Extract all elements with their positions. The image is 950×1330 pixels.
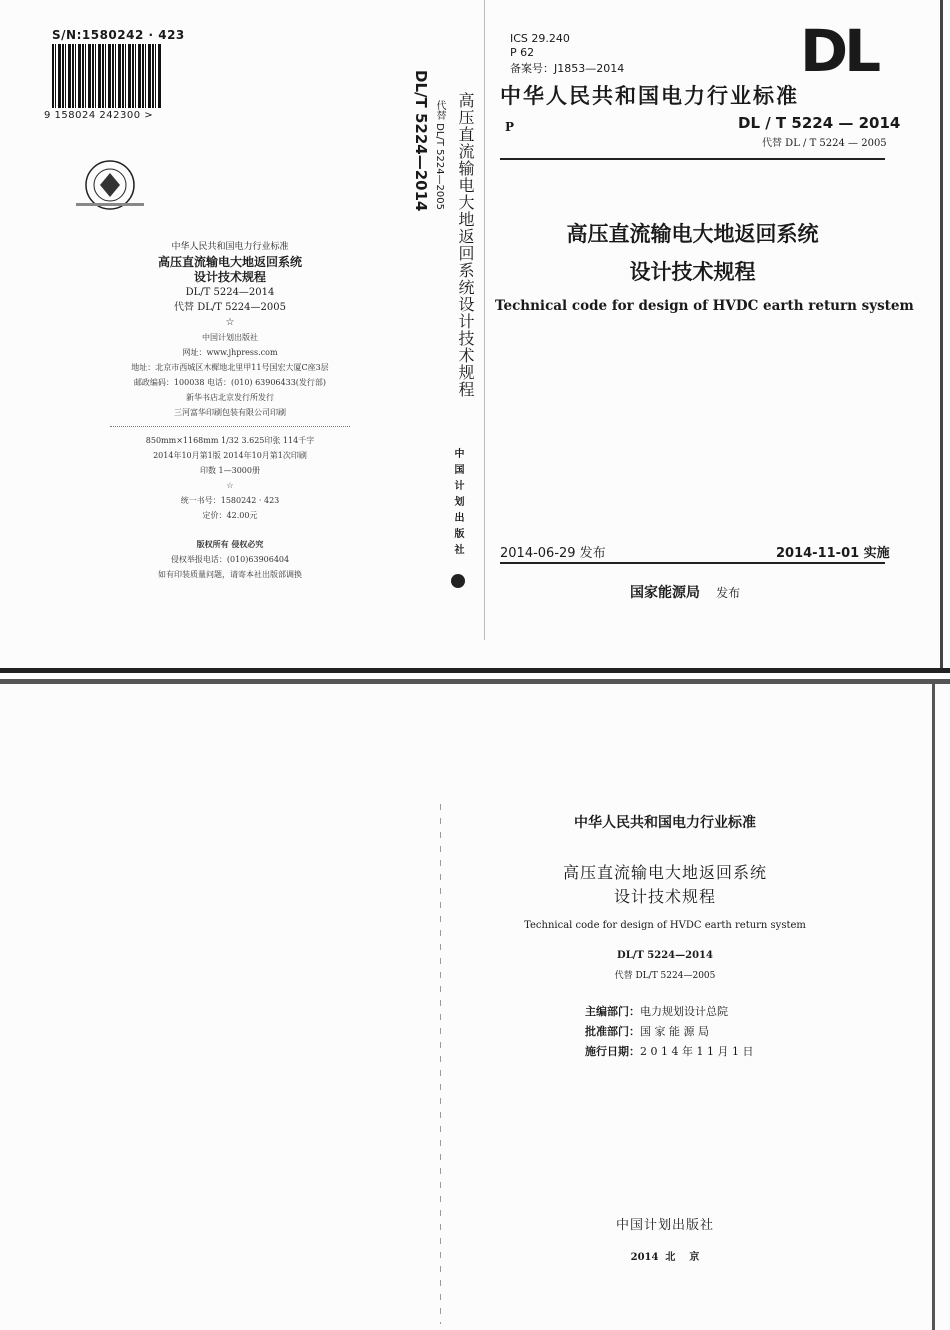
colophon-std-line: 中华人民共和国电力行业标准: [171, 242, 289, 252]
scan-gap: [0, 668, 950, 684]
front-p-label: P: [505, 120, 515, 134]
spine-code: DL/T 5224—2014: [412, 70, 430, 212]
front-effective-date: 2014-11-01 实施: [776, 546, 890, 561]
colophon-replaces: 代替 DL/T 5224—2005: [174, 302, 286, 313]
scan-gap-top-edge: [0, 668, 950, 673]
publisher-stamp: [70, 155, 150, 215]
spine-publisher: 中国计划出版社: [452, 448, 463, 560]
front-std-heading: 中华人民共和国电力行业标准: [500, 83, 799, 108]
title-page-title-en: Technical code for design of HVDC earth return system: [524, 920, 806, 931]
colophon-star-2: ☆: [226, 481, 234, 490]
page-gutter-line: [440, 804, 441, 1324]
front-title-2: 设计技术规程: [629, 259, 756, 284]
meta-approve-row: [585, 1022, 753, 1042]
front-title-en: Technical code for design of HVDC earth return system: [495, 298, 914, 314]
front-top-rule: [500, 158, 885, 160]
front-publish-date: 2014-06-29 发布: [500, 546, 606, 561]
scan-edge: [940, 0, 943, 668]
colophon-print-run: 印数 1—3000册: [200, 466, 260, 475]
spine-replaces: 代替 DL/T 5224—2005: [434, 100, 445, 211]
meta-effective-label: 施行日期：: [585, 1045, 640, 1058]
barcode: [52, 44, 162, 108]
title-page-replaces: 代替 DL/T 5224—2005: [614, 971, 716, 981]
colophon-title-2: 设计技术规程: [193, 270, 266, 284]
colophon: [110, 240, 350, 582]
title-page-title-2: 设计技术规程: [613, 887, 716, 906]
colophon-copyright: 版权所有 侵权必究: [196, 539, 264, 549]
front-replaces: 代替 DL / T 5224 — 2005: [762, 138, 887, 149]
colophon-star: ☆: [225, 317, 235, 328]
meta-approve-value: 国 家 能 源 局: [640, 1025, 709, 1038]
colophon-code: DL/T 5224—2014: [185, 287, 275, 298]
title-page-publisher: 中国计划出版社: [615, 1218, 714, 1233]
meta-effective-value: 2 0 1 4 年 1 1 月 1 日: [640, 1045, 754, 1058]
colophon-format: 850mm×1168mm 1/32 3.625印张 114千字: [145, 436, 315, 445]
title-page-title-1: 高压直流输电大地返回系统: [562, 863, 767, 882]
colophon-publisher: 中国计划出版社: [202, 333, 258, 342]
title-page-code: DL/T 5224—2014: [617, 950, 713, 961]
colophon-price: 定价：42.00元: [202, 511, 258, 520]
colophon-edition: 2014年10月第1版 2014年10月第1次印刷: [153, 451, 307, 460]
colophon-printer: 三河富华印刷包装有限公司印刷: [110, 405, 350, 427]
front-issuer-suffix: 发布: [716, 586, 741, 600]
dl-logo: DL: [800, 17, 878, 85]
spine: [400, 0, 490, 668]
title-page: [0, 684, 950, 1330]
front-bottom-rule: [500, 562, 885, 564]
title-page-meta: [585, 1002, 753, 1062]
spine-title: 高压直流输电大地返回系统设计技术规程: [456, 92, 475, 398]
colophon-postcode: 邮政编码：100038 电话：(010) 63906433(发行部): [133, 378, 327, 387]
colophon-isbn: 统一书号：1580242 · 423: [180, 496, 280, 505]
colophon-notice: 如有印装质量问题，请寄本社出版部调换: [158, 570, 302, 579]
colophon-address: 地址：北京市西城区木樨地北里甲11号国宏大厦C座3层: [131, 363, 329, 372]
barcode-digits: 9 158024 242300 >: [44, 110, 154, 121]
ics-code: ICS 29.240: [510, 32, 570, 45]
spine-logo-icon: [451, 574, 465, 588]
meta-dept-row: [585, 1002, 753, 1022]
meta-approve-label: 批准部门：: [585, 1025, 640, 1038]
meta-effective-row: [585, 1042, 753, 1062]
title-std-heading: 中华人民共和国电力行业标准: [574, 815, 756, 831]
front-code: DL / T 5224 — 2014: [738, 114, 901, 132]
colophon-report-phone: 侵权举报电话：(010)63906404: [170, 555, 290, 564]
record-number: 备案号：J1853—2014: [510, 62, 625, 75]
spine-fold-line: [484, 0, 485, 640]
title-page-place: 2014 北 京: [630, 1252, 700, 1263]
scan-edge-2: [932, 684, 935, 1330]
front-title-1: 高压直流输电大地返回系统: [566, 221, 819, 246]
colophon-website: 网址：www.jhpress.com: [182, 348, 278, 357]
sn-label: S/N:1580242 · 423: [52, 28, 185, 42]
meta-dept-value: 电力规划设计总院: [640, 1005, 728, 1018]
front-issuer-name: 国家能源局: [630, 585, 700, 601]
p-class: P 62: [510, 46, 535, 59]
colophon-title-1: 高压直流输电大地返回系统: [157, 255, 302, 269]
meta-dept-label: 主编部门：: [585, 1005, 640, 1018]
colophon-distributor: 新华书店北京发行所发行: [186, 393, 274, 402]
front-issuer: [630, 582, 740, 602]
